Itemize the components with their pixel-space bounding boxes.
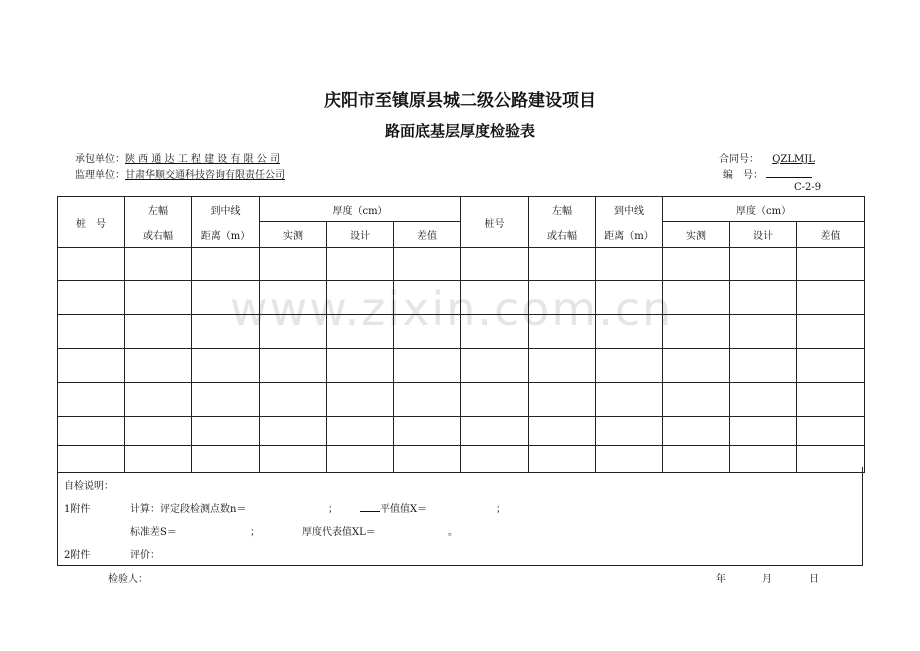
table-cell [260, 383, 327, 417]
table-row [58, 281, 865, 315]
thickness-table [57, 196, 865, 473]
table-cell [730, 417, 797, 446]
month-label: 月 [762, 574, 772, 585]
table-cell [596, 281, 663, 315]
table-cell [125, 383, 192, 417]
table-cell [529, 417, 596, 446]
table-cell [260, 417, 327, 446]
inspector-label: 检验人： [108, 574, 148, 585]
self-check-label: 自检说明： [64, 481, 114, 492]
table-row [58, 383, 865, 417]
table-cell [58, 281, 125, 315]
table-cell [192, 417, 260, 446]
table-cell [596, 349, 663, 383]
table-cell [529, 383, 596, 417]
table-cell [192, 315, 260, 349]
table-cell [125, 315, 192, 349]
table-cell [125, 248, 192, 281]
table-cell [461, 417, 529, 446]
table-cell [327, 349, 394, 383]
table-cell [730, 349, 797, 383]
table-cell [58, 417, 125, 446]
header-side-2: 或右幅 [125, 222, 192, 248]
table-cell [461, 281, 529, 315]
table-row [58, 248, 865, 281]
table-cell [797, 417, 865, 446]
table-cell [327, 417, 394, 446]
contractor-line [75, 150, 280, 165]
table-cell [797, 315, 865, 349]
header-dist-2b: 距离（m） [596, 222, 663, 248]
table-cell [58, 349, 125, 383]
mean-label: 平值值X＝ [380, 504, 428, 515]
header-design: 设计 [327, 222, 394, 248]
table-cell [529, 315, 596, 349]
table-cell [730, 248, 797, 281]
table-cell [529, 248, 596, 281]
header-station-2: 桩号 [461, 197, 529, 248]
contract-no-value: QZLMJL [772, 154, 815, 165]
supervisor-value: 甘肃华顺交通科技咨询有限责任公司 [125, 170, 285, 181]
std-label: 标准差S＝ [130, 527, 177, 538]
table-cell [730, 383, 797, 417]
serial-blank [766, 168, 812, 178]
contractor-value: 陕 西 通 达 工 程 建 设 有 限 公 司 [125, 154, 280, 165]
table-cell [125, 281, 192, 315]
header-side-1b: 左幅 [529, 197, 596, 222]
table-cell [461, 248, 529, 281]
table-body [58, 248, 865, 473]
table-cell [596, 417, 663, 446]
header-measured: 实测 [260, 222, 327, 248]
table-row [58, 349, 865, 383]
table-cell [797, 248, 865, 281]
form-title: 路面底基层厚度检验表 [384, 122, 535, 140]
table-cell [394, 248, 461, 281]
table-cell [663, 383, 730, 417]
table-row [58, 417, 865, 446]
table-cell [125, 417, 192, 446]
header-difference-2: 差值 [797, 222, 865, 248]
table-cell [461, 349, 529, 383]
table-cell [192, 248, 260, 281]
year-label: 年 [716, 574, 726, 585]
header-thickness-2: 厚度（cm） [663, 197, 865, 222]
contract-no-label: 合同号： [719, 154, 759, 165]
table-cell [663, 417, 730, 446]
table-cell [192, 281, 260, 315]
table-cell [192, 349, 260, 383]
table-cell [730, 315, 797, 349]
document-title: 庆阳市至镇原县城二级公路建设项目 [324, 91, 596, 111]
table-cell [394, 315, 461, 349]
table-cell [461, 315, 529, 349]
table-cell [327, 383, 394, 417]
table-cell [58, 315, 125, 349]
rep-label: 厚度代表值XL＝ [302, 527, 376, 538]
header-measured-2: 实测 [663, 222, 730, 248]
table-cell [327, 281, 394, 315]
supervisor-line [75, 166, 285, 181]
table-cell [730, 281, 797, 315]
watermark: www.zixin.com.cn [230, 282, 674, 336]
table-cell [125, 349, 192, 383]
table-cell [260, 248, 327, 281]
form-code: C-2-9 [794, 182, 822, 193]
mean-blank [360, 502, 380, 512]
calc-label: 计算：评定段检测点数n＝ [130, 504, 247, 515]
table-row [58, 315, 865, 349]
mean-line [360, 500, 427, 515]
notes-section [57, 467, 863, 566]
header-dist-1b: 到中线 [596, 197, 663, 222]
table-cell [260, 315, 327, 349]
table-cell [797, 281, 865, 315]
header-dist-2: 距离（m） [192, 222, 260, 248]
period: 。 [448, 527, 458, 538]
header-dist-1: 到中线 [192, 197, 260, 222]
serial-line [723, 166, 812, 181]
table-cell [58, 248, 125, 281]
header-station: 桩 号 [58, 197, 125, 248]
serial-label: 编 号： [723, 170, 763, 181]
table-cell [529, 349, 596, 383]
semicolon-2: ； [496, 504, 506, 515]
table-cell [797, 383, 865, 417]
contract-no-line [719, 150, 825, 165]
header-difference: 差值 [394, 222, 461, 248]
day-label: 日 [809, 574, 819, 585]
table-cell [663, 281, 730, 315]
table-cell [596, 248, 663, 281]
table-cell [663, 315, 730, 349]
table-cell [596, 315, 663, 349]
attach1-label: 1附件 [64, 504, 91, 515]
header-design-2: 设计 [730, 222, 797, 248]
supervisor-label: 监理单位： [75, 170, 125, 181]
contractor-label: 承包单位： [75, 154, 125, 165]
table-cell [596, 383, 663, 417]
attach2-label: 2附件 [64, 550, 91, 561]
table-cell [394, 281, 461, 315]
table-cell [327, 248, 394, 281]
table-cell [260, 349, 327, 383]
table-cell [663, 248, 730, 281]
table-cell [663, 349, 730, 383]
table-cell [327, 315, 394, 349]
table-cell [797, 349, 865, 383]
header-side-1: 左幅 [125, 197, 192, 222]
eval-label: 评价： [130, 550, 160, 561]
table-cell [394, 417, 461, 446]
table-cell [394, 349, 461, 383]
table-cell [260, 281, 327, 315]
table-cell [461, 383, 529, 417]
table-cell [529, 281, 596, 315]
header-side-2b: 或右幅 [529, 222, 596, 248]
table-cell [58, 383, 125, 417]
table-cell [192, 383, 260, 417]
header-row-1 [58, 197, 865, 222]
semicolon-1: ； [328, 504, 338, 515]
header-thickness: 厚度（cm） [260, 197, 461, 222]
semicolon-3: ； [250, 527, 260, 538]
table-cell [394, 383, 461, 417]
